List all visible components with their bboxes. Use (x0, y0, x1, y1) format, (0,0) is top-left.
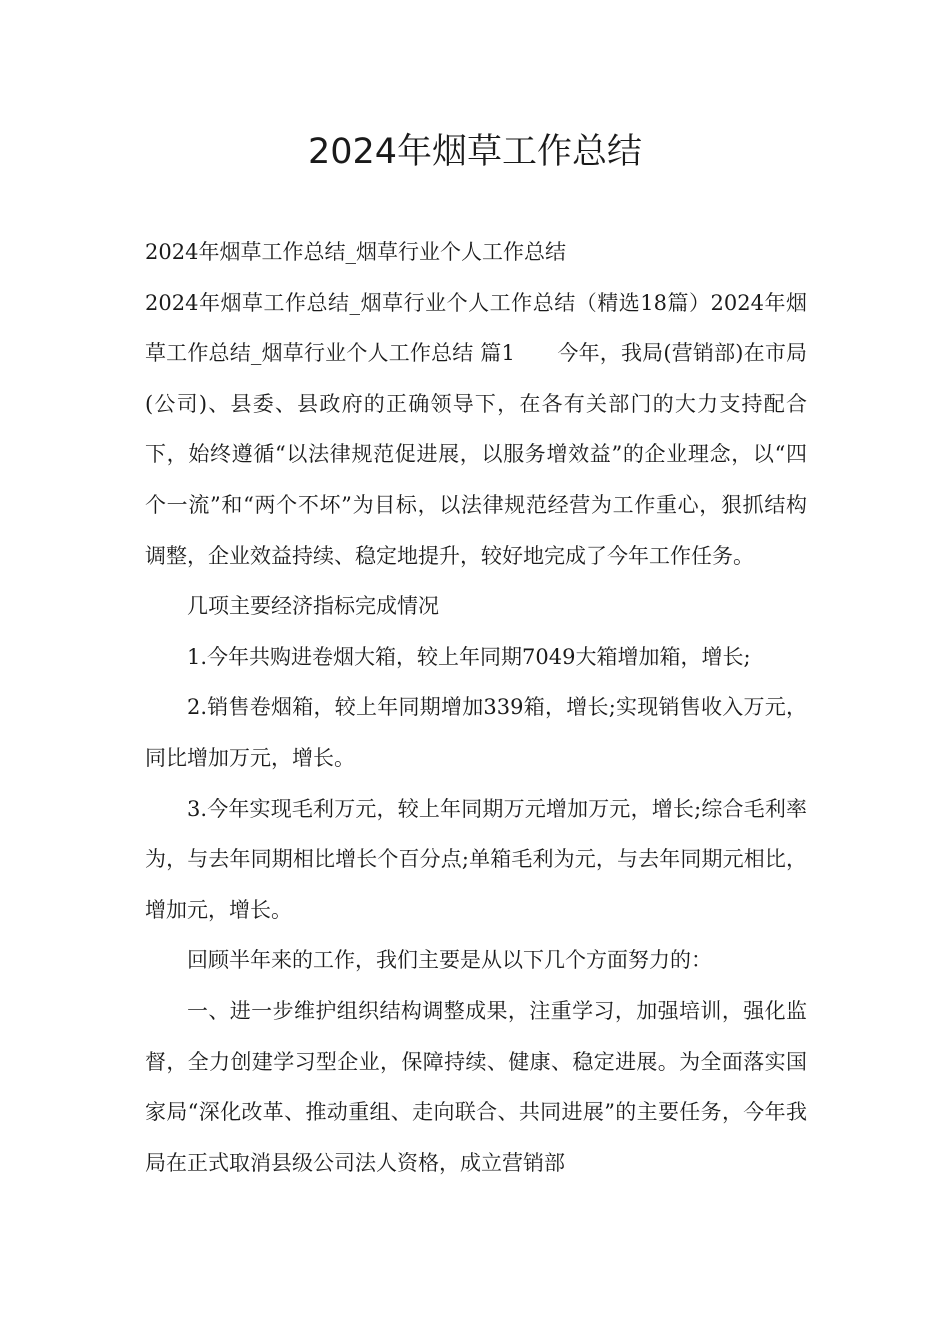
paragraph-intro: 2024年烟草工作总结_烟草行业个人工作总结（精选18篇）2024年烟草工作总结_烟草行业个人工作总结 篇1 今年，我局(营销部)在市局(公司)、县委、县政府的正确领导下，在各有关部门的大力支持配合下，始终遵循“以法律规范促进展，以服务增效益”的企业理念，以“四个一流”和“两个不坏”为目标，以法律规范经营为工作重心，狠抓结构调整，企业效益持续、稳定地提升，较好地完成了今年工作任务。 (145, 290, 807, 568)
paragraph-item-1: 1.今年共购进卷烟大箱，较上年同期7049大箱增加箱，增长; (187, 644, 751, 669)
paragraph-item-3: 3.今年实现毛利万元，较上年同期万元增加万元，增长;综合毛利率为，与去年同期相比增长个百分点;单箱毛利为元，与去年同期元相比，增加元，增长。 (145, 796, 807, 922)
document-title: 2024年烟草工作总结 (307, 132, 643, 172)
paragraph-item-2: 2.销售卷烟箱，较上年同期增加339箱，增长;实现销售收入万元，同比增加万元，增长。 (145, 695, 807, 770)
paragraph-subtitle: 2024年烟草工作总结_烟草行业个人工作总结 (145, 240, 566, 264)
paragraph-section-1: 一、进一步维护组织结构调整成果，注重学习，加强培训，强化监督，全力创建学习型企业，保障持续、健康、稳定进展。为全面落实国家局“深化改革、推动重组、走向联合、共同进展”的主要任务，今年我局在正式取消县级公司法人资格，成立营销部 (145, 998, 807, 1175)
document-body (145, 227, 807, 1188)
paragraph-indicators-heading: 几项主要经济指标完成情况 (187, 594, 439, 619)
paragraph-review: 回顾半年来的工作，我们主要是从以下几个方面努力的： (187, 948, 712, 973)
